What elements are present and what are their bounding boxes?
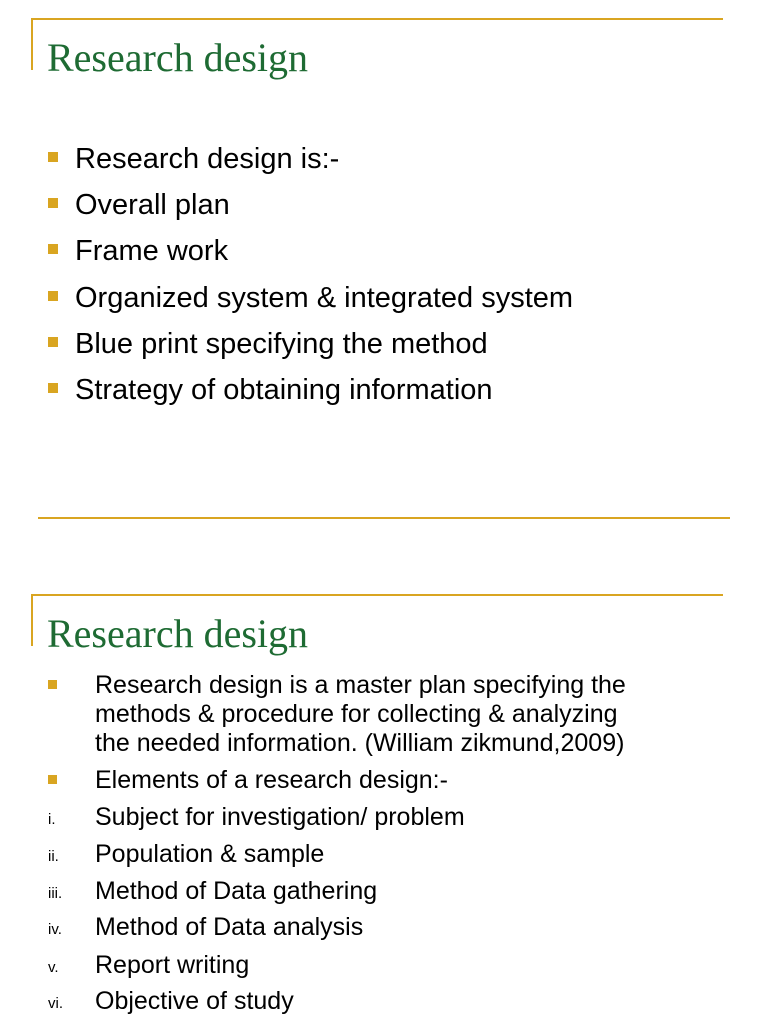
list-marker: v. (48, 959, 59, 976)
numbered-item (48, 876, 738, 906)
numbered-item (48, 950, 738, 980)
square-bullet-icon (48, 775, 57, 784)
slide-1-top-rule (31, 18, 723, 20)
numbered-item-text: Subject for investigation/ problem (95, 803, 465, 831)
bullet-text: Frame work (75, 235, 229, 267)
bullet-text: Research design is:- (75, 143, 340, 175)
square-bullet-icon (48, 198, 58, 208)
bullet-text-line: the needed information. (William zikmund,2009) (95, 729, 625, 757)
square-bullet-icon (48, 291, 58, 301)
numbered-item (48, 986, 738, 1016)
numbered-item (48, 802, 738, 832)
list-marker: ii. (48, 848, 59, 865)
list-item (48, 670, 738, 760)
list-marker: iv. (48, 921, 62, 938)
list-item (48, 765, 738, 795)
numbered-item-text: Method of Data analysis (95, 913, 364, 941)
square-bullet-icon (48, 337, 58, 347)
slide-2-side-rule (31, 594, 33, 646)
numbered-item-text: Report writing (95, 951, 250, 979)
bullet-text: Elements of a research design:- (95, 766, 448, 794)
bullet-text-line: Research design is a master plan specifying the (95, 671, 626, 699)
numbered-item-text: Population & sample (95, 840, 325, 868)
slide-divider (38, 517, 730, 519)
slide-2-title: Research design (47, 611, 309, 656)
slide-1-bullet-list (48, 142, 728, 422)
bullet-text: Organized system & integrated system (75, 282, 574, 314)
bullet-text: Overall plan (75, 189, 230, 221)
numbered-item-text: Method of Data gathering (95, 877, 378, 905)
list-marker: iii. (48, 885, 63, 902)
numbered-item (48, 839, 738, 869)
square-bullet-icon (48, 680, 57, 689)
square-bullet-icon (48, 383, 58, 393)
numbered-item (48, 912, 738, 942)
slide-2-content (48, 670, 738, 1020)
bullet-text: Strategy of obtaining information (75, 374, 493, 406)
slide-2-top-rule (31, 594, 723, 596)
list-marker: vi. (48, 995, 63, 1012)
list-marker: i. (48, 811, 56, 828)
square-bullet-icon (48, 152, 58, 162)
bullet-text-line: methods & procedure for collecting & analyzing (95, 700, 618, 728)
slide-1-side-rule (31, 18, 33, 70)
bullet-text: Blue print specifying the method (75, 328, 488, 360)
numbered-item-text: Objective of study (95, 987, 294, 1015)
square-bullet-icon (48, 244, 58, 254)
slide-1-title: Research design (47, 35, 309, 80)
